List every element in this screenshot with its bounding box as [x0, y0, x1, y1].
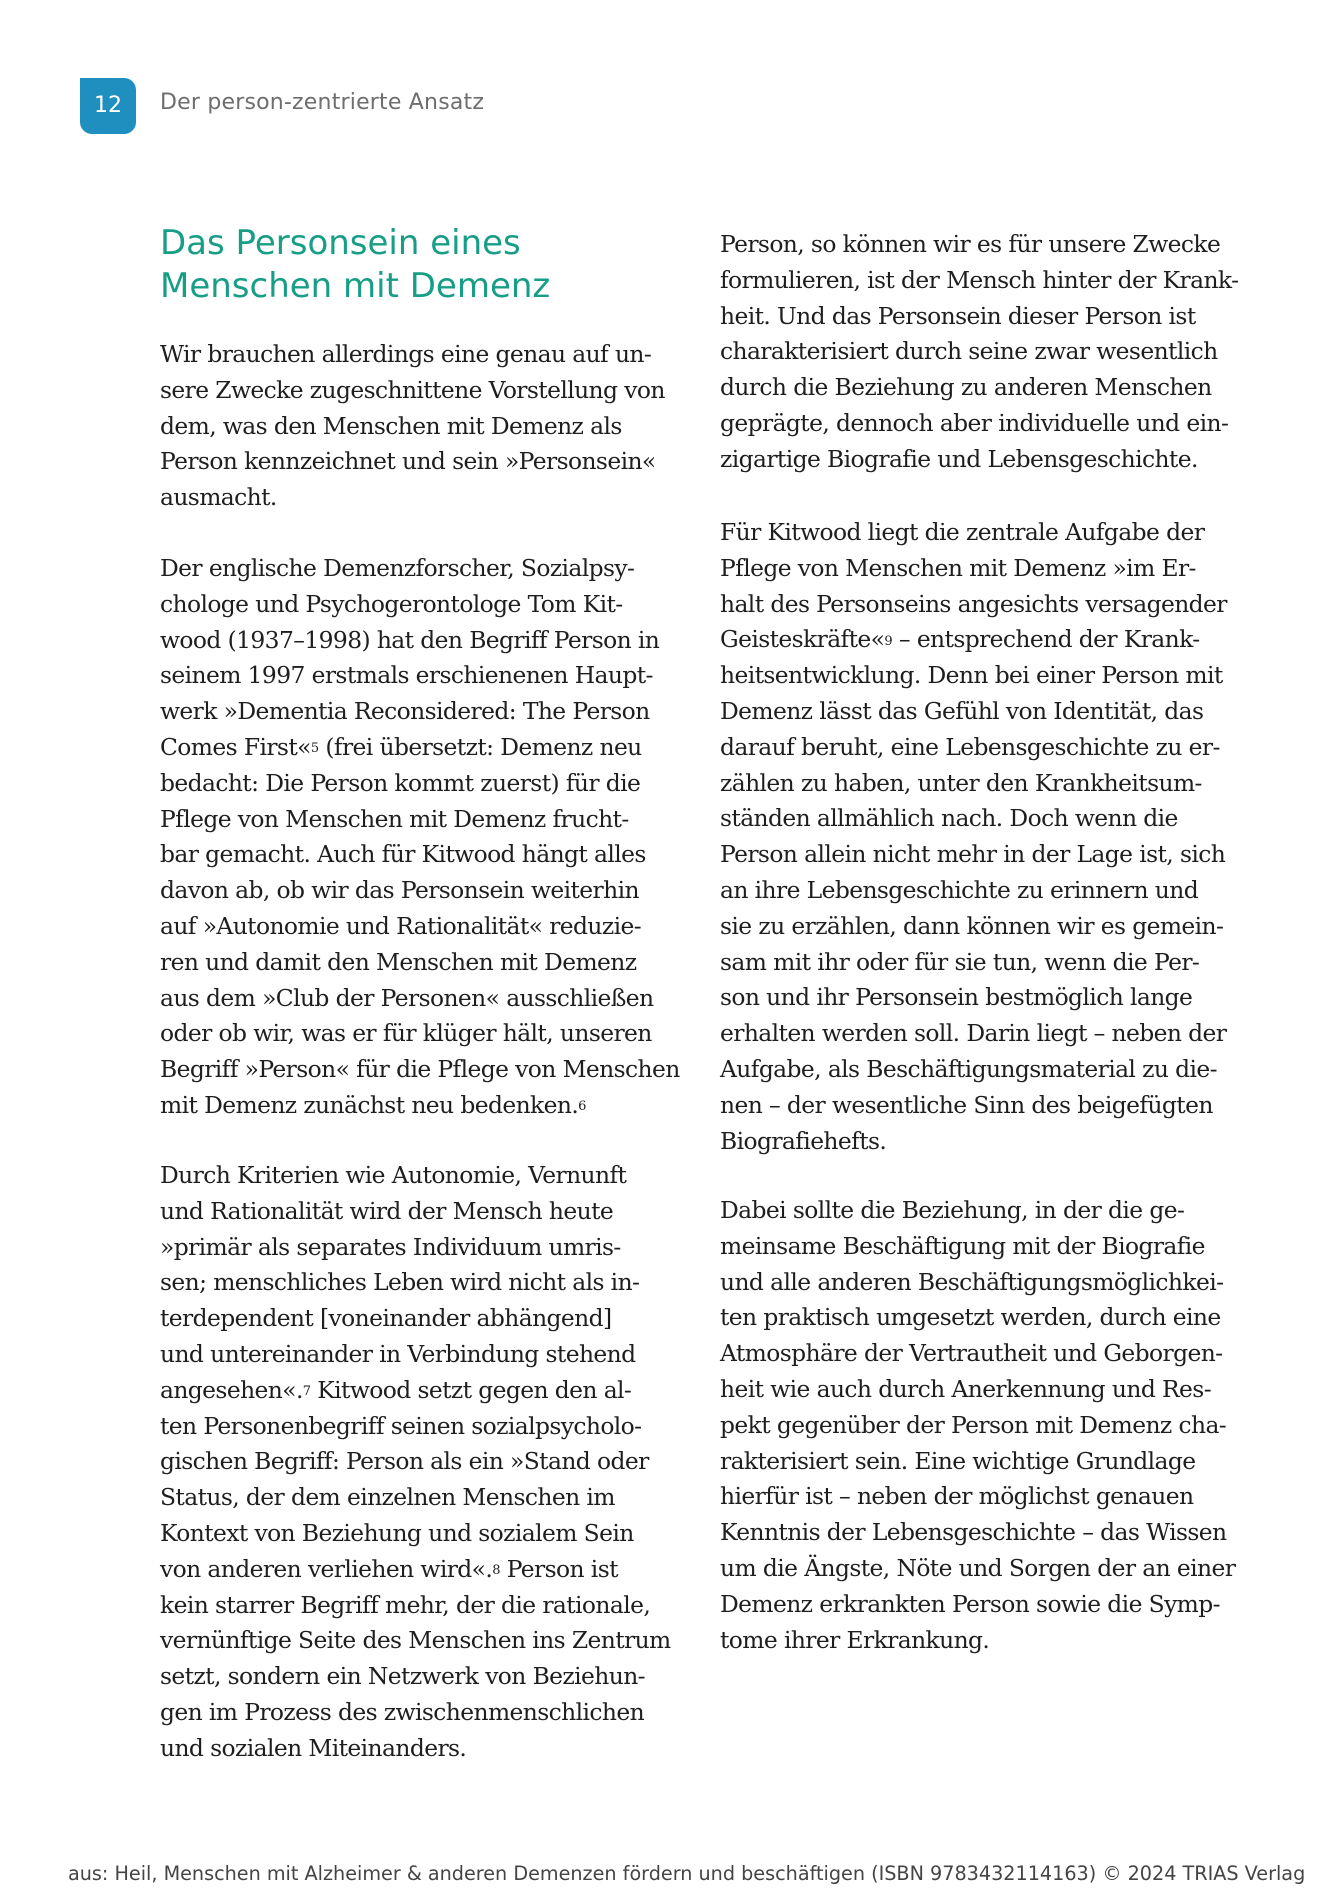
right-paragraph-2: [720, 515, 1227, 1159]
paragraph-text: – entsprechend der Krank- heitsentwicklung. Denn bei einer Person mit Demenz lässt das Gefühl von Identität, das darauf beruht, eine Lebensgeschichte zu er- zählen zu haben, unter den Krankheitsum- ständen allmählich nach. Doch wenn die Person allein nicht mehr in der Lage ist, sich an ihre Lebensgeschichte zu erinnern und sie zu erzählen, dann können wir es gemein- sam mit ihr oder für sie tun, wenn die Per- son und ihr Personsein bestmöglich lange erhalten werden soll. Darin liegt – neben der Aufgabe, als Beschäftigungsmaterial zu die- nen – der wesentliche Sinn des beigefügten Biografiehefts.: [720, 625, 1227, 1155]
page-number-badge: 12: [80, 78, 136, 134]
paragraph-text: Person ist kein starrer Begriff mehr, der die rationale, vernünftige Seite des Menschen ins Zentrum setzt, sondern ein Netzwerk von Beziehun- gen im Prozess des zwischenmenschlichen und sozialen Miteinanders.: [160, 1554, 671, 1762]
footnote-ref-5: 5: [310, 741, 319, 757]
right-paragraph-1: Person, so können wir es für unsere Zwecke formulieren, ist der Mensch hinter der Krank- heit. Und das Personsein dieser Person ist charakterisiert durch seine zwar wesentlich durch die Beziehung zu anderen Menschen geprägte, dennoch aber individuelle und ein- zigartige Biografie und Lebensgeschichte.: [720, 230, 1239, 473]
paragraph-text: Kitwood setzt gegen den al- ten Personenbegriff seinen sozialpsycholo- gischen Begriff: Person als ein »Stand oder Status, der dem einzelnen Menschen im Kontext von Beziehung und sozialem Sein von anderen verliehen wird«.: [160, 1375, 649, 1583]
section-heading: Das Personsein eines Menschen mit Demenz: [160, 223, 551, 306]
footnote-ref-6: 6: [578, 1099, 586, 1115]
footnote-ref-7: 7: [302, 1384, 311, 1400]
paragraph-text: Für Kitwood liegt die zentrale Aufgabe der Pflege von Menschen mit Demenz »im Er- halt des Personseins angesichts versagender Geisteskräfte«: [720, 518, 1227, 654]
right-paragraph-3: Dabei sollte die Beziehung, in der die ge- meinsame Beschäftigung mit der Biografie und alle anderen Beschäftigungsmöglichkei- ten praktisch umgesetzt werden, durch eine Atmosphäre der Vertrautheit und Geborgen- heit wie auch durch Anerkennung und Res- pekt gegenüber der Person mit Demenz cha- rakterisiert sein. Eine wichtige Grundlage hierfür ist – neben der möglichst genauen Kenntnis der Lebensgeschichte – das Wissen um die Ängste, Nöte und Sorgen der an einer Demenz erkrankten Person sowie die Symp- tome ihrer Erkrankung.: [720, 1196, 1236, 1654]
left-paragraph-1: Wir brauchen allerdings eine genau auf un- sere Zwecke zugeschnittene Vorstellung von dem, was den Menschen mit Demenz als Person kennzeichnet und sein »Personsein« ausmacht.: [160, 340, 665, 512]
source-footer: aus: Heil, Menschen mit Alzheimer & anderen Demenzen fördern und beschäftigen (ISBN 9783432114163) © 2024 TRIAS Verlag: [68, 1862, 1306, 1885]
paragraph-text: (frei übersetzt: Demenz neu bedacht: Die Person kommt zuerst) für die Pflege von Menschen mit Demenz frucht- bar gemacht. Auch für Kitwood hängt alles davon ab, ob wir das Personsein weiterhin auf »Autonomie und Rationalität« reduzie- ren und damit den Menschen mit Demenz aus dem »Club der Personen« ausschließen oder ob wir, was er für klüger hält, unseren Begriff »Person« für die Pflege von Menschen mit Demenz zunächst neu bedenken.: [160, 732, 680, 1119]
footnote-ref-9: 9: [884, 633, 893, 649]
paragraph-text: Der englische Demenzforscher, Sozialpsy- chologe und Psychogerontologe Tom Kit- wood (1937–1998) hat den Begriff Person in seinem 1997 erstmals erschienenen Haupt- werk »Dementia Reconsidered: The Person Comes First«: [160, 554, 660, 761]
left-paragraph-3: [160, 1158, 671, 1767]
footnote-ref-8: 8: [492, 1563, 500, 1579]
paragraph-text: Durch Kriterien wie Autonomie, Vernunft und Rationalität wird der Mensch heute »primär als separates Individuum umris- sen; menschliches Leben wird nicht als in- terdependent [voneinander abhängend] und untereinander in Verbindung stehend angesehen«.: [160, 1161, 640, 1404]
running-title: Der person-zentrierte Ansatz: [160, 90, 485, 115]
left-paragraph-2: [160, 551, 680, 1124]
